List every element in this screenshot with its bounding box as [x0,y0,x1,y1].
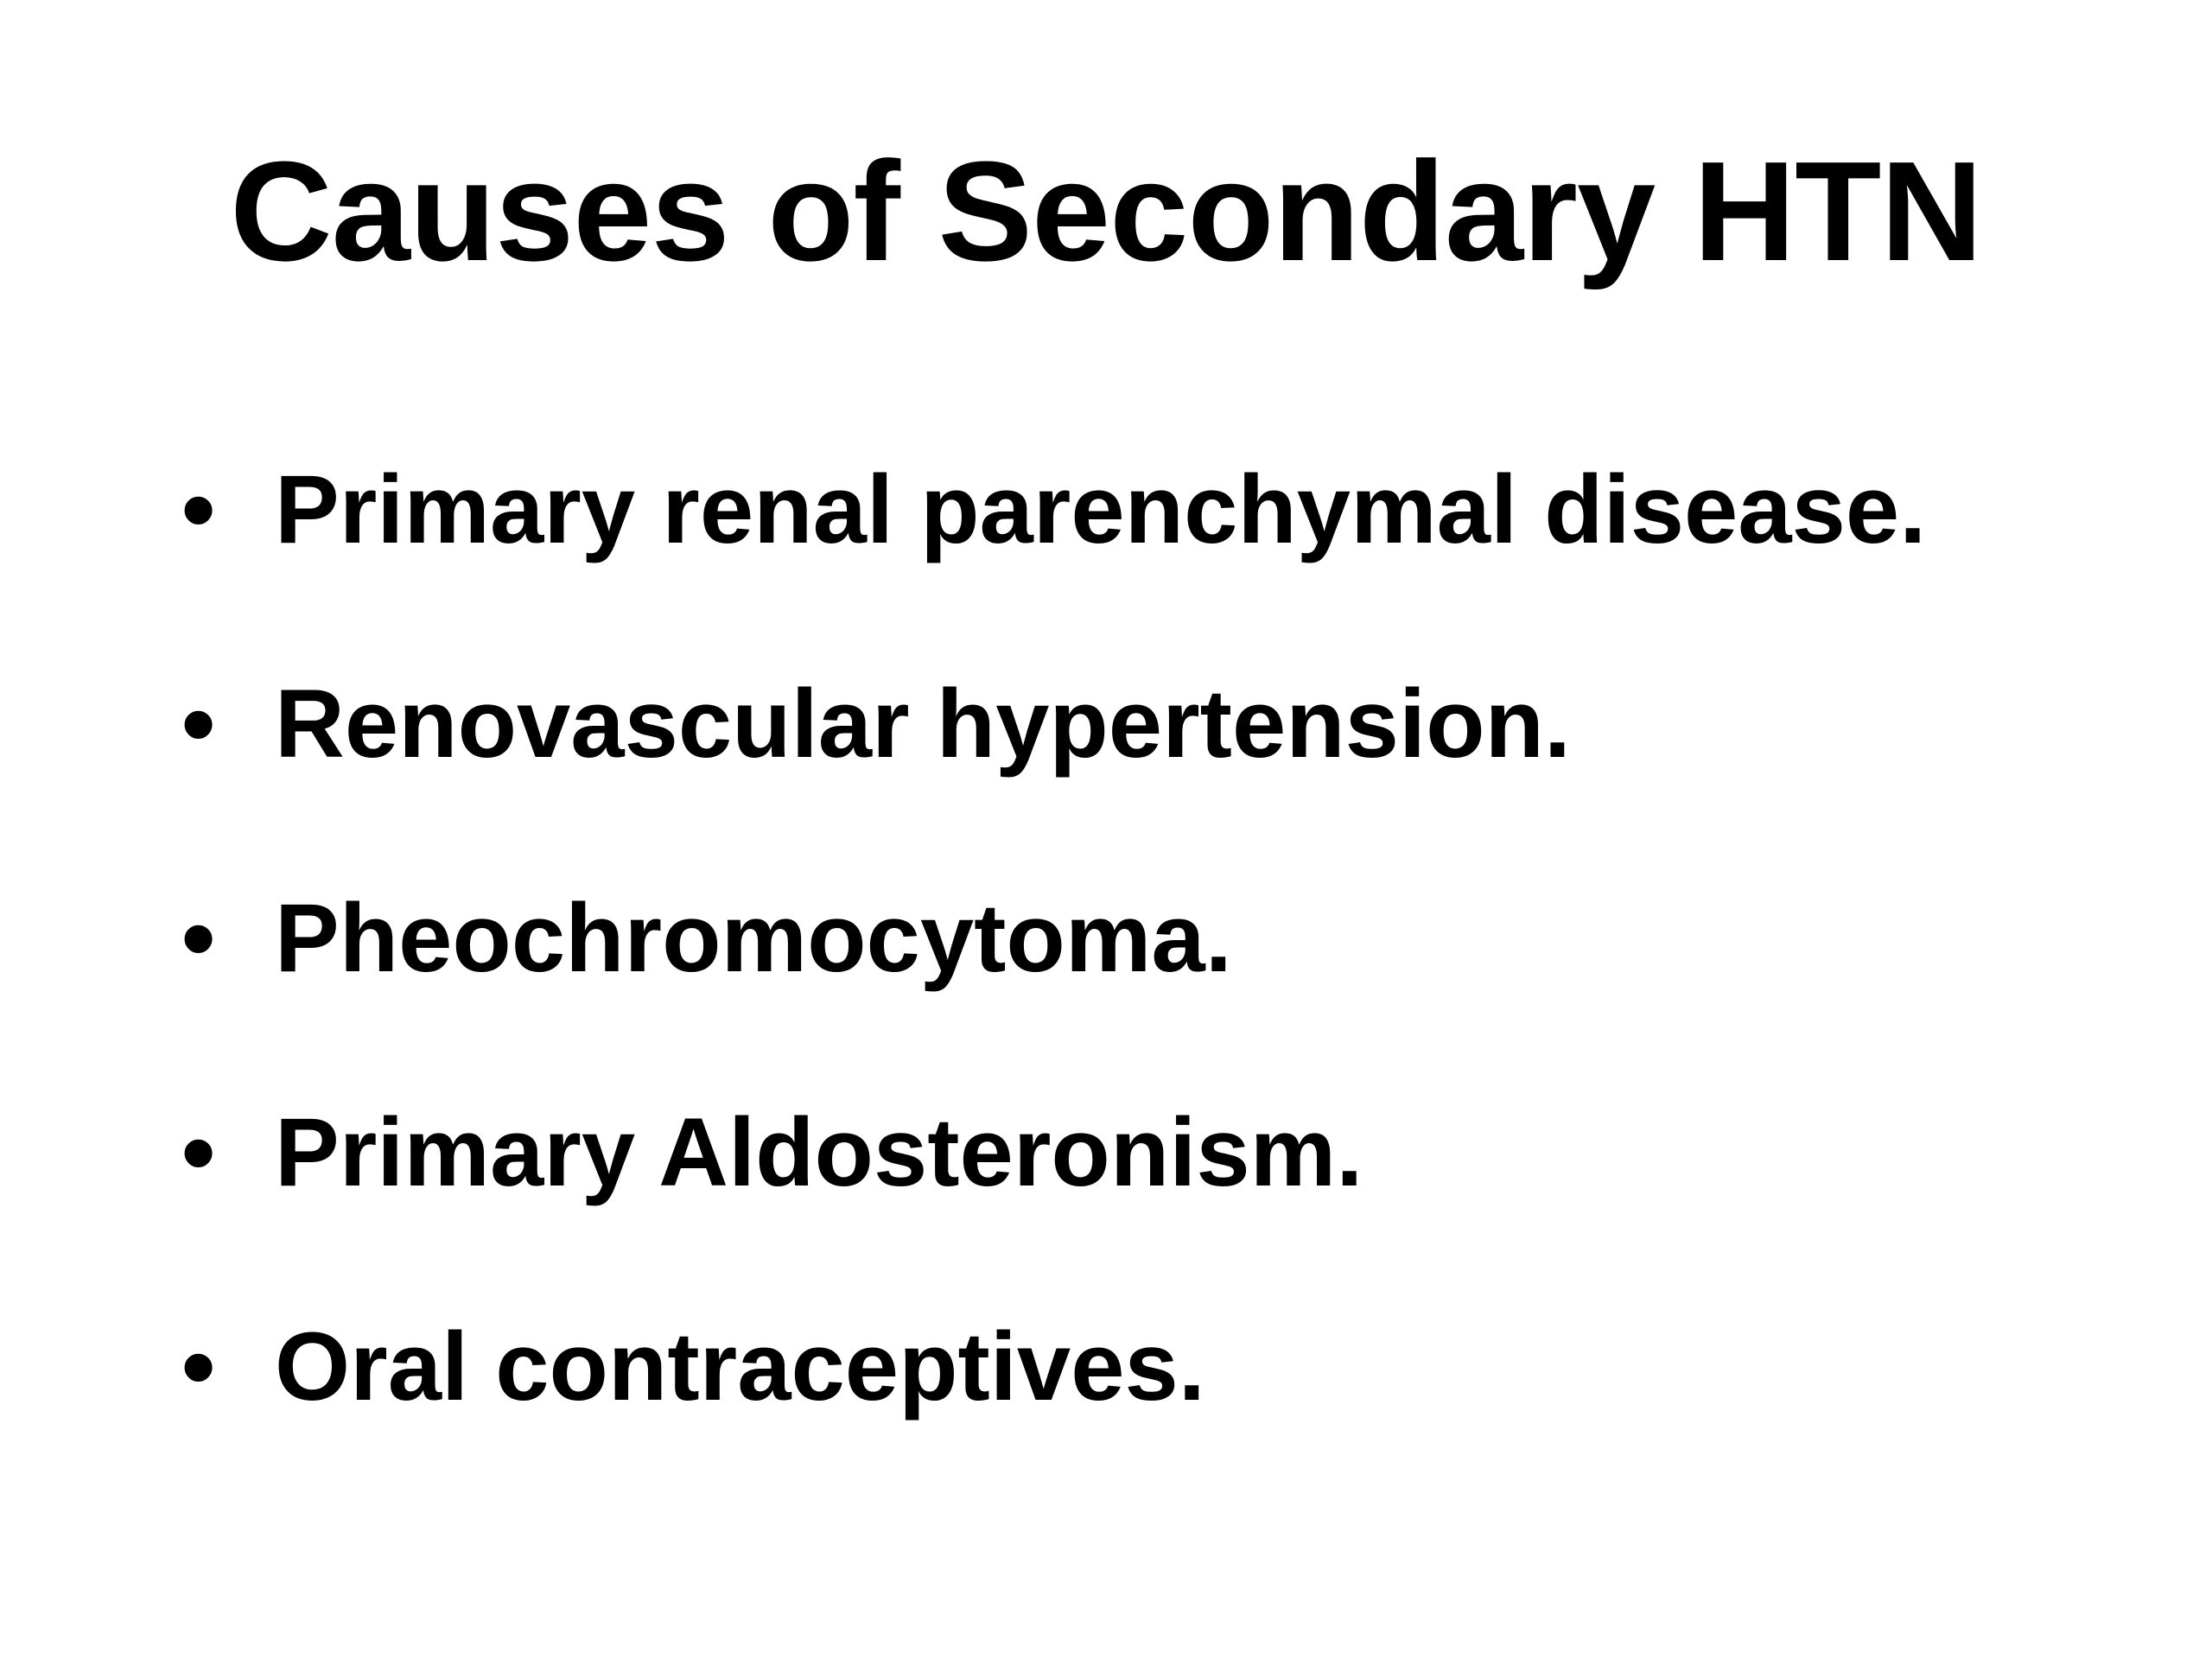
bullet-icon: • [181,1098,216,1206]
bullet-text: Primary Aldosteronism. [275,1098,1363,1206]
bullet-text: Renovascular hypertension. [275,670,1572,778]
slide-title: Causes of Secondary HTN [230,132,1982,290]
bullet-icon: • [181,884,216,992]
bullet-text: Primary renal parenchymal disease. [275,455,1927,563]
bullet-icon: • [181,670,216,778]
bullet-text: Pheochromocytoma. [275,884,1232,992]
bullet-icon: • [181,455,216,563]
bullet-text: Oral contraceptives. [275,1313,1205,1421]
bullet-icon: • [181,1313,216,1421]
